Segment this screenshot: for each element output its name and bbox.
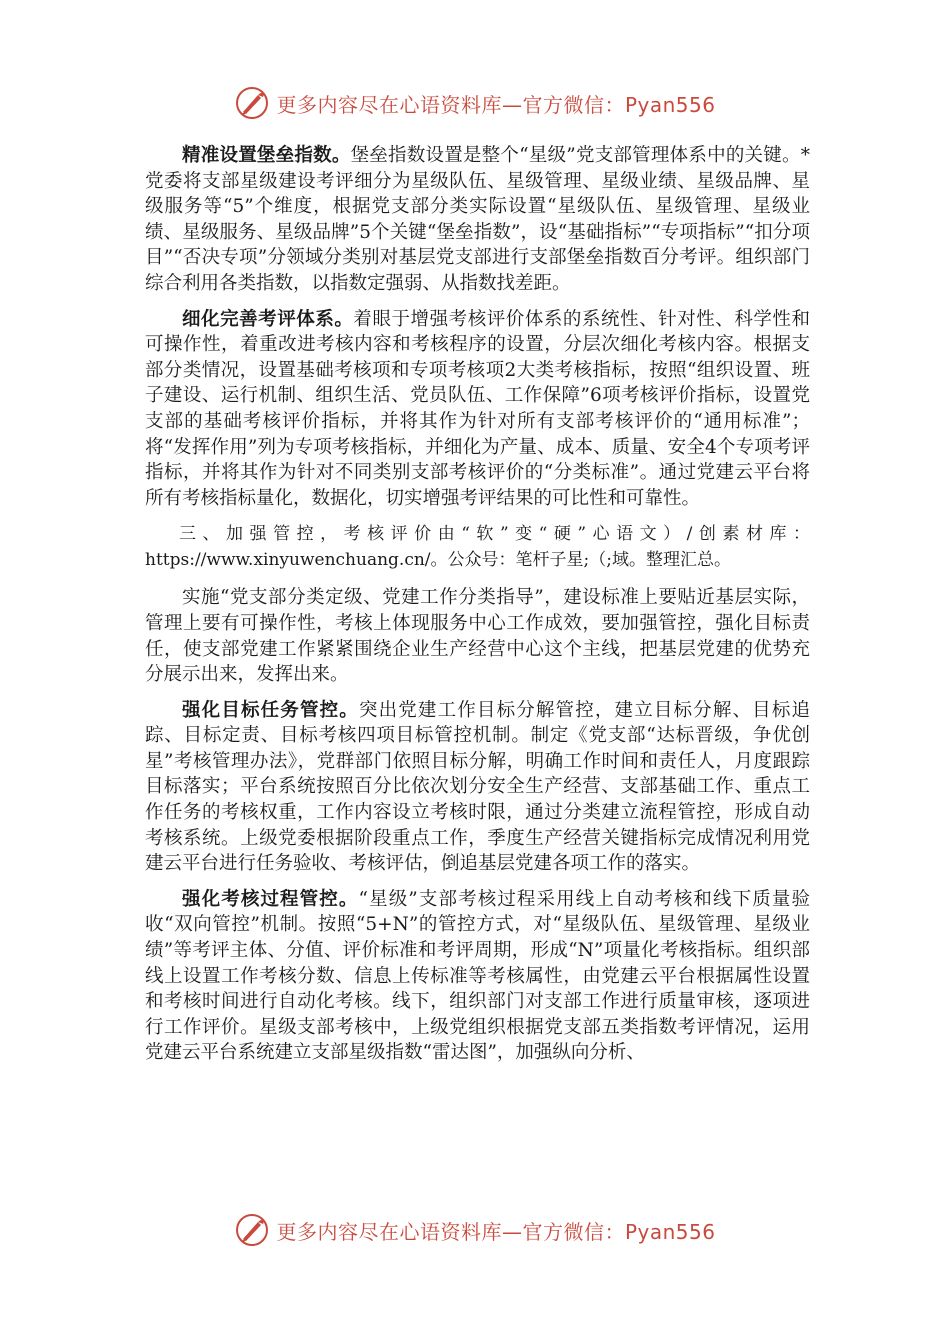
paragraph-lead: 强化目标任务管控。	[182, 699, 359, 721]
pen-quill-logo	[234, 1212, 270, 1248]
banner-text: 更多内容尽在心语资料库—官方微信：Pyan556	[276, 92, 716, 117]
paragraph-section-heading	[145, 521, 810, 573]
paragraph-lead: 精准设置堡垒指数。	[182, 145, 351, 166]
pen-quill-logo	[234, 85, 270, 121]
paragraph	[145, 307, 810, 512]
paragraph-body: 实施“党支部分类定级、党建工作分类指导”，建设标准上要贴近基层实际，管理上要有可操作性，考核上体现服务中心工作成效，要加强管控，强化目标责任，使支部党建工作紧紧围绕企业生产经营中心这个主线，把基层党建的优势充分展示出来，发挥出来。	[145, 587, 810, 686]
paragraph-lead: 细化完善考评体系。	[182, 308, 354, 330]
banner-text: 更多内容尽在心语资料库—官方微信：Pyan556	[276, 1219, 716, 1244]
paragraph-lead: 强化考核过程管控。	[182, 888, 359, 910]
paragraph	[145, 698, 810, 877]
paragraph-body: 三、加强管控，考核评价由“软”变“硬”心语文）/创素材库：https://www.xinyuwenchuang.cn/。公众号：笔杆子星;（;域。整理汇总。	[145, 524, 810, 571]
document-body	[145, 143, 810, 1076]
paragraph	[145, 887, 810, 1066]
paragraph	[145, 143, 810, 297]
paragraph-body: 堡垒指数设置是整个“星级”党支部管理体系中的关键。*党委将支部星级建设考评细分为星级队伍、星级管理、星级业绩、星级品牌、星级服务等“5”个维度，根据党支部分类实际设置“星级队伍、星级管理、星级业绩、星级服务、星级品牌”5个关键“堡垒指数”，设“基础指标”“专项指标”“扣分项目”“否决专项”分领域分类别对基层党支部进行支部堡垒指数百分考评。组织部门综合利用各类指数，以指数定强弱、从指数找差距。	[145, 145, 810, 294]
footer-banner	[0, 1210, 950, 1250]
paragraph	[145, 585, 810, 687]
header-banner	[0, 83, 950, 123]
paragraph-body: 着眼于增强考核评价体系的系统性、针对性、科学性和可操作性，着重改进考核内容和考核程序的设置，分层次细化考核内容。根据支部分类情况，设置基础考核项和专项考核项2大类考核指标，按照“组织设置、班子建设、运行机制、组织生活、党员队伍、工作保障”6项考核评价指标，设置党支部的基础考核评价指标，并将其作为针对所有支部考核评价的“通用标准”；将“发挥作用”列为专项考核指标，并细化为产量、成本、质量、安全4个专项考评指标，并将其作为针对不同类别支部考核评价的“分类标准”。通过党建云平台将所有考核指标量化，数据化，切实增强考评结果的可比性和可靠性。	[145, 308, 810, 509]
paragraph-body: “星级”支部考核过程采用线上自动考核和线下质量验收“双向管控”机制。按照“5+N”的管控方式，对“星级队伍、星级管理、星级业绩”等考评主体、分值、评价标准和考评周期，形成“N”项量化考核指标。组织部线上设置工作考核分数、信息上传标准等考核属性，由党建云平台根据属性设置和考核时间进行自动化考核。线下，组织部门对支部工作进行质量审核，逐项进行工作评价。星级支部考核中，上级党组织根据党支部五类指数考评情况，运用党建云平台系统建立支部星级指数“雷达图”，加强纵向分析、	[145, 888, 810, 1064]
paragraph-body: 突出党建工作目标分解管控，建立目标分解、目标追踪、目标定责、目标考核四项目标管控机制。制定《党支部“达标晋级，争优创星”考核管理办法》，党群部门依照目标分解，明确工作时间和责任人，月度跟踪目标落实；平台系统按照百分比依次划分安全生产经营、支部基础工作、重点工作任务的考核权重，工作内容设立考核时限，通过分类建立流程管控，形成自动考核系统。上级党委根据阶段重点工作，季度生产经营关键指标完成情况利用党建云平台进行任务验收、考核评估，倒追基层党建各项工作的落实。	[145, 699, 810, 875]
